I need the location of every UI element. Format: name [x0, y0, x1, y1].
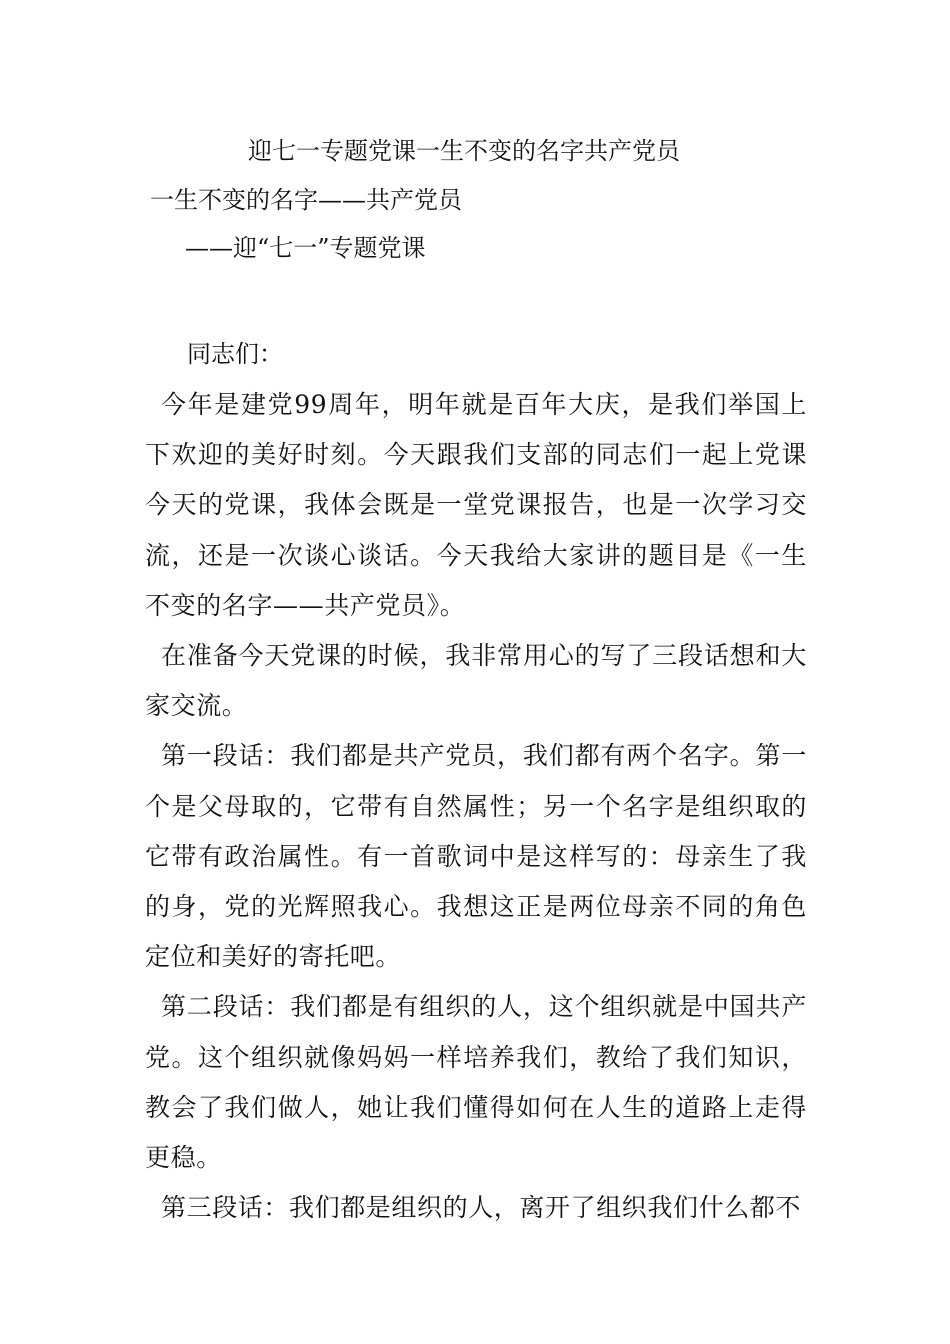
paragraph-third: 第三段话：我们都是组织的人，离开了组织我们什么都不: [161, 1193, 802, 1223]
subtitle-line-1: 一生不变的名字——共产党员: [150, 186, 462, 214]
paragraph-intro: 今年是建党99周年，明年就是百年大庆，是我们举国上下欢迎的美好时刻。今天跟我们支部的同志们一起上党课今天的党课，我体会既是一堂党课报告，也是一次学习交流，还是一次谈心谈话。今天我给大家讲的题目是《一生不变的名字——共产党员》。: [145, 390, 807, 620]
subtitle-line-2: ——迎“七一”专题党课: [185, 234, 426, 262]
document-body: [145, 380, 807, 1233]
paragraph-second: 第二段话：我们都是有组织的人，这个组织就是中国共产党。这个组织就像妈妈一样培养我们，教给了我们知识，教会了我们做人，她让我们懂得如何在人生的道路上走得更稳。: [145, 992, 807, 1173]
document-title: 迎七一专题党课一生不变的名字共产党员: [248, 137, 680, 165]
paragraph-first: 第一段话：我们都是共产党员，我们都有两个名字。第一个是父母取的，它带有自然属性；另一个名字是组织取的它带有政治属性。有一首歌词中是这样写的：母亲生了我的身，党的光辉照我心。我想这正是两位母亲不同的角色定位和美好的寄托吧。: [145, 741, 807, 972]
paragraph-preparation: 在准备今天党课的时候，我非常用心的写了三段话想和大家交流。: [145, 641, 807, 721]
greeting: 同志们：: [187, 340, 283, 368]
